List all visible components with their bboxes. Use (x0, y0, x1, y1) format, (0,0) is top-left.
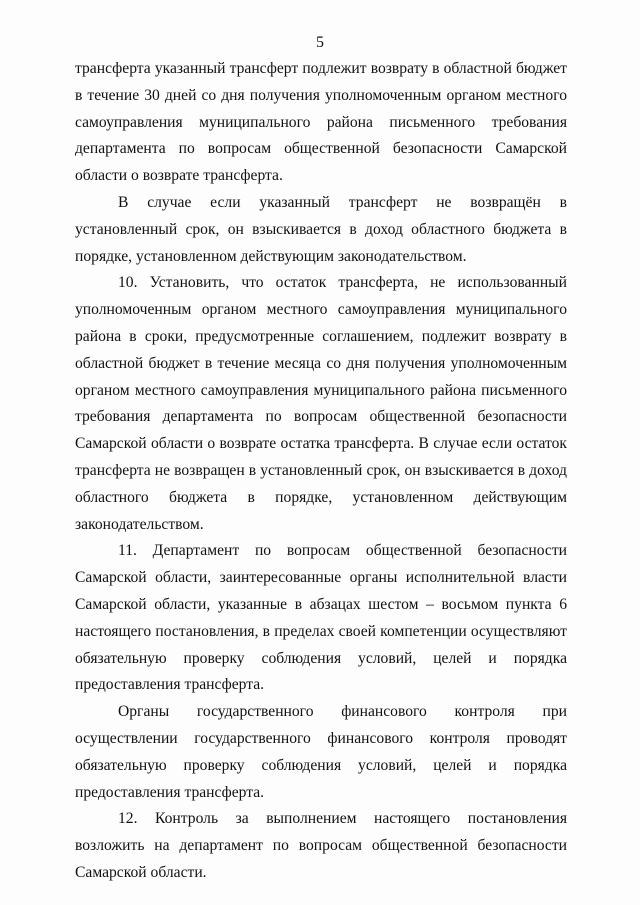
page-number: 5 (316, 34, 324, 51)
paragraph-continuation: трансферта указанный трансферт подлежит возврату в областной бюджет в течение 30 дней со дня получения уполномоченным органом местного самоуправления муниципального района письменного требования департамента по вопросам общественной безопасности Самарской области о возврате трансферта. (75, 60, 567, 185)
document-body (75, 56, 567, 887)
paragraph-item-10: 10. Установить, что остаток трансферта, не использованный уполномоченным органом местного самоуправления муниципального района в сроки, предусмотренные соглашением, подлежит возврату в областной бюджет в течение месяца со дня получения уполномоченным органом местного самоуправления муниципального района письменного требования департамента по вопросам общественной безопасности Самарской области о возврате остатка трансферта. В случае если остаток трансферта не возвращен в установленный срок, он взыскивается в доход областного бюджета в порядке, установленном действующим законодательством. (75, 274, 567, 533)
paragraph-item-11: 11. Департамент по вопросам общественной безопасности Самарской области, заинтересованные органы исполнительной власти Самарской области, указанные в абзацах шестом – восьмом пункта 6 настоящего постановления, в пределах своей компетенции осуществляют обязательную проверку соблюдения условий, целей и порядка предоставления трансферта. (75, 542, 567, 694)
paragraph-transfer-not-returned: В случае если указанный трансферт не возвращён в установленный срок, он взыскивается в доход областного бюджета в порядке, установленном действующим законодательством. (75, 193, 567, 265)
paragraph-item-12: 12. Контроль за выполнением настоящего постановления возложить на департамент по вопросам общественной безопасности Самарской области. (75, 810, 567, 881)
paragraph-financial-control: Органы государственного финансового контроля при осуществлении государственного финансового контроля проводят обязательную проверку соблюдения условий, целей и порядка предоставления трансферта. (75, 703, 567, 801)
